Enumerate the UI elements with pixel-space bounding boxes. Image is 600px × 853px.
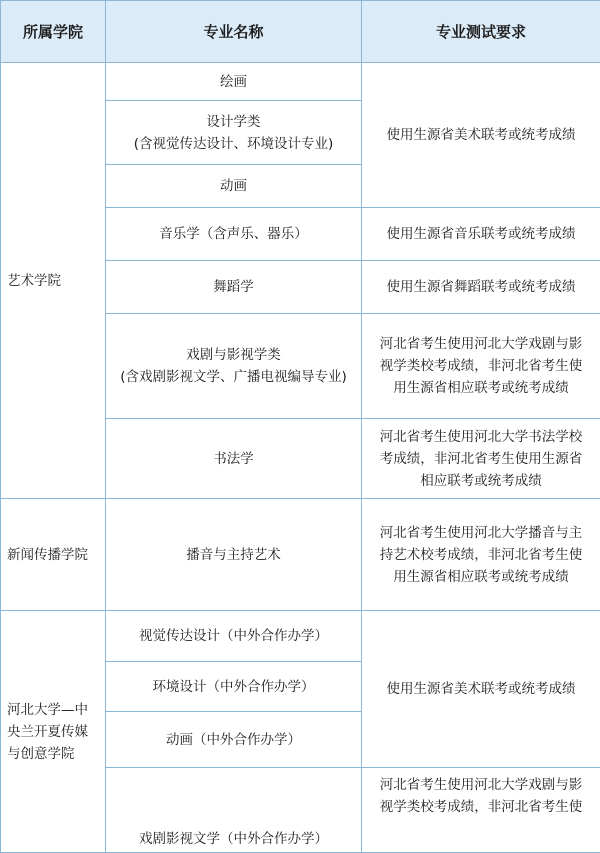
major-cell: 绘画 — [106, 63, 362, 101]
major-line: (含戏剧影视文学、广播电视编导专业) — [110, 366, 357, 388]
major-cell: 动画（中外合作办学） — [106, 712, 362, 768]
header-row — [1, 1, 600, 63]
college-art: 艺术学院 — [1, 63, 106, 499]
major-cell: 视觉传达设计（中外合作办学） — [106, 611, 362, 662]
requirement-line: 河北省考生使用河北大学播音与主 — [366, 522, 596, 544]
header-college: 所属学院 — [1, 1, 106, 63]
requirement-line: 持艺术校考成绩，非河北省考生使 — [366, 544, 596, 566]
requirement-line: 用生源省相应联考或统考成绩 — [366, 566, 596, 588]
requirement-line: 河北省考生使用河北大学书法学校 — [366, 426, 596, 448]
major-cell — [106, 101, 362, 165]
requirement-line: 相应联考或统考成绩 — [366, 470, 596, 492]
requirement-cell — [362, 768, 600, 853]
requirement-cell — [362, 499, 600, 611]
table-row — [1, 499, 600, 611]
requirement-cell: 使用生源省舞蹈联考或统考成绩 — [362, 261, 600, 314]
major-cell: 环境设计（中外合作办学） — [106, 662, 362, 712]
major-cell: 播音与主持艺术 — [106, 499, 362, 611]
header-major: 专业名称 — [106, 1, 362, 63]
requirement-cell: 使用生源省音乐联考或统考成绩 — [362, 208, 600, 261]
table-row — [1, 611, 600, 662]
requirement-line: 视学类校考成绩，非河北省考生使 — [366, 796, 596, 818]
requirement-cell: 使用生源省美术联考或统考成绩 — [362, 611, 600, 768]
college-news: 新闻传播学院 — [1, 499, 106, 611]
major-cell: 音乐学（含声乐、器乐） — [106, 208, 362, 261]
header-requirement: 专业测试要求 — [362, 1, 600, 63]
major-cell: 动画 — [106, 165, 362, 208]
requirement-cell: 使用生源省美术联考或统考成绩 — [362, 63, 600, 208]
requirement-line: 考成绩，非河北省考生使用生源省 — [366, 448, 596, 470]
college-joint — [1, 611, 106, 853]
requirement-line: 河北省考生使用河北大学戏剧与影 — [366, 774, 596, 796]
requirement-line: 用生源省相应联考或统考成绩 — [366, 377, 596, 399]
table-row — [1, 63, 600, 101]
major-line: 设计学类 — [110, 111, 357, 133]
requirement-cell — [362, 419, 600, 499]
major-cell — [106, 314, 362, 419]
requirement-line: 视学类校考成绩，非河北省考生使 — [366, 355, 596, 377]
major-cell: 舞蹈学 — [106, 261, 362, 314]
college-line: 与创意学院 — [7, 743, 101, 765]
college-line: 央兰开夏传媒 — [7, 721, 101, 743]
major-line: 戏剧与影视学类 — [110, 344, 357, 366]
requirement-line: 河北省考生使用河北大学戏剧与影 — [366, 333, 596, 355]
major-cell: 戏剧影视文学（中外合作办学） — [106, 768, 362, 853]
major-line: (含视觉传达设计、环境设计专业) — [110, 133, 357, 155]
college-line: 河北大学—中 — [7, 699, 101, 721]
major-cell: 书法学 — [106, 419, 362, 499]
requirement-cell — [362, 314, 600, 419]
